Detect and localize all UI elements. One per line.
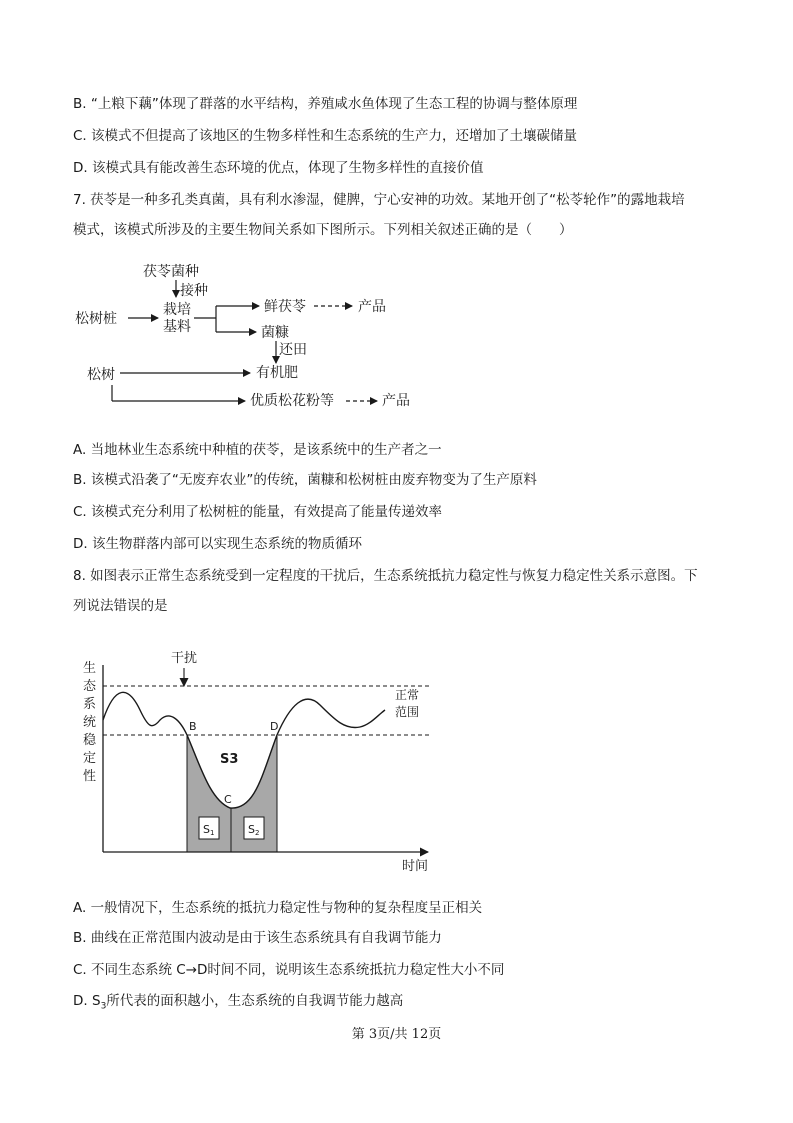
node-pine-stump: 松树桩 [75, 311, 117, 327]
y-label-2: 系 [83, 697, 97, 712]
q8-option-a: A. 一般情况下，生态系统的抵抗力稳定性与物种的复杂程度呈正相关 [73, 900, 483, 916]
x-axis-label: 时间 [402, 859, 429, 874]
node-fungal-residue: 菌糠 [261, 325, 289, 341]
normal-range-label-2: 范围 [395, 705, 420, 719]
page-footer: 第 3页/共 12页 [351, 1027, 442, 1042]
q8-option-d-rest: 所代表的面积越小，生态系统的自我调节能力越高 [106, 993, 404, 1009]
stability-curve [103, 692, 385, 808]
q8-stem-line1: 8. 如图表示正常生态系统受到一定程度的干扰后，生态系统抵抗力稳定性与恢复力稳定性关系示意图。下 [73, 568, 698, 584]
node-fuling-strain: 茯苓菌种 [143, 264, 199, 280]
point-c-label: C [224, 793, 232, 806]
node-organic-fertilizer: 有机肥 [256, 365, 298, 381]
q7-option-b: B. 该模式沿袭了“无废弃农业”的传统，菌糠和松树桩由废弃物变为了生产原料 [73, 472, 537, 488]
y-label-0: 生 [83, 661, 97, 676]
q8-option-c: C. 不同生态系统 C→D时间不同，说明该生态系统抵抗力稳定性大小不同 [73, 962, 505, 978]
node-product-2: 产品 [382, 393, 410, 409]
q6-option-d: D. 该模式具有能改善生态环境的优点，体现了生物多样性的直接价值 [73, 160, 484, 176]
y-label-6: 性 [83, 769, 97, 784]
y-label-4: 稳 [83, 733, 97, 748]
point-b-label: B [189, 720, 197, 733]
normal-range-label-1: 正常 [395, 688, 420, 702]
area-s1-label: S1 [203, 823, 215, 837]
node-substrate-line1: 栽培 [163, 302, 191, 318]
q8-option-d-prefix: D. S [73, 993, 101, 1009]
node-pollen: 优质松花粉等 [250, 393, 334, 409]
q8-option-d [73, 991, 403, 1017]
q6-option-b: B. “上粮下藕”体现了群落的水平结构，养殖咸水鱼体现了生态工程的协调与整体原理 [73, 96, 578, 112]
disturbance-label: 干扰 [171, 651, 198, 666]
q7-option-c: C. 该模式充分利用了松树桩的能量，有效提高了能量传递效率 [73, 504, 443, 520]
node-pine-tree: 松树 [87, 367, 115, 383]
area-s3-label: S3 [220, 752, 239, 767]
q8-stability-chart [0, 635, 793, 885]
q8-stem-line2: 列说法错误的是 [73, 598, 168, 614]
label-inoculate: 接种 [180, 283, 208, 299]
y-label-1: 态 [83, 679, 97, 694]
q7-option-d: D. 该生物群落内部可以实现生态系统的物质循环 [73, 536, 362, 552]
area-s2-label: S2 [248, 823, 260, 837]
q7-stem-line1: 7. 茯苓是一种多孔类真菌，具有利水渗湿，健脾，宁心安神的功效。某地开创了“松苓轮作”的露地栽培 [73, 192, 685, 208]
q7-option-a: A. 当地林业生态系统中种植的茯苓，是该系统中的生产者之一 [73, 442, 442, 458]
q7-stem-line2: 模式，该模式所涉及的主要生物间关系如下图所示。下列相关叙述正确的是（ ） [73, 222, 573, 238]
q8-option-b: B. 曲线在正常范围内波动是由于该生态系统具有自我调节能力 [73, 930, 442, 946]
node-substrate-line2: 基料 [163, 319, 191, 335]
label-return-field: 还田 [279, 342, 307, 358]
q7-relationship-diagram [0, 255, 793, 415]
node-product-1: 产品 [358, 299, 386, 315]
node-fresh-fuling: 鲜茯苓 [264, 299, 306, 315]
q6-option-c: C. 该模式不但提高了该地区的生物多样性和生态系统的生产力，还增加了土壤碳储量 [73, 128, 578, 144]
q8-option-d-sub: 3 [100, 1001, 107, 1012]
point-d-label: D [270, 720, 279, 733]
y-label-3: 统 [83, 715, 97, 730]
y-label-5: 定 [83, 751, 97, 766]
